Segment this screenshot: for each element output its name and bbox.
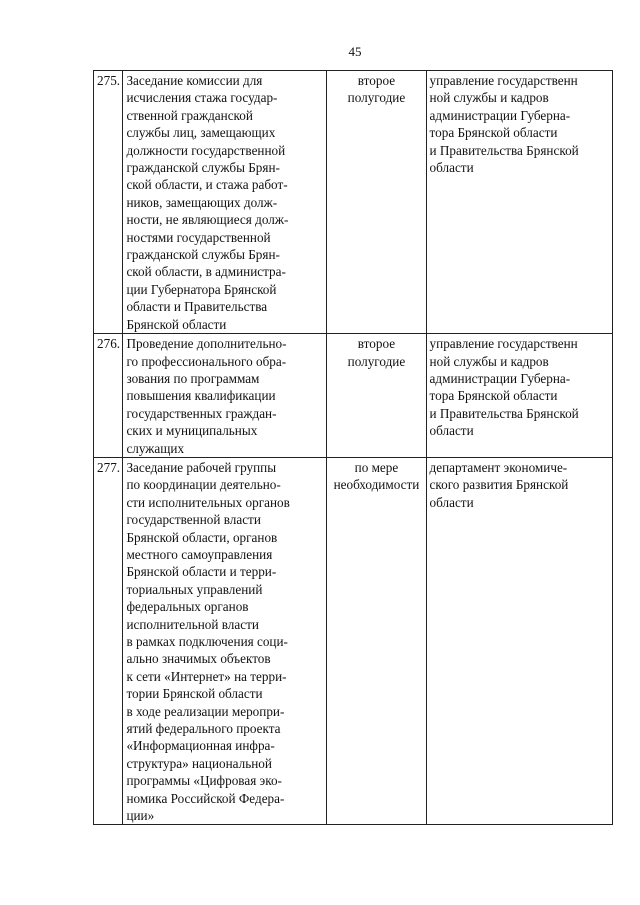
description-line: по координации деятельно- [126, 477, 281, 493]
description-line: государственных граждан- [126, 405, 277, 421]
page-number: 45 [348, 44, 362, 59]
description-line: зования по программам [126, 370, 260, 386]
deadline-line: второе [357, 73, 396, 88]
description-line: служащих [126, 440, 185, 456]
responsible-line: администрации Губерна- [429, 107, 571, 123]
deadline-line: необходимости [333, 477, 420, 493]
description-line: ности, не являющиеся долж- [126, 212, 289, 228]
description-line: ников, замещающих долж- [126, 194, 278, 210]
description-line: структура» национальной [126, 755, 272, 771]
responsible-line: ной службы и кадров [429, 353, 549, 369]
row-number: 277. [94, 457, 123, 825]
description-line: к сети «Интернет» на терри- [126, 668, 287, 684]
responsible-party [426, 457, 612, 825]
plan-table [93, 70, 613, 825]
responsible-line: ной службы и кадров [429, 90, 549, 106]
description-line: тории Брянской области [126, 686, 263, 702]
deadline [327, 334, 426, 458]
description-line: государственной власти [126, 512, 261, 528]
description-line: в ходе реализации меропри- [126, 703, 285, 719]
responsible-line: тора Брянской области [429, 388, 558, 404]
description-line: должности государственной [126, 142, 286, 158]
responsible-line: ского развития Брянской [429, 477, 569, 493]
description-line: повышения квалификации [126, 388, 276, 404]
description-line: ских и муниципальных [126, 423, 258, 439]
activity-description [123, 334, 327, 458]
description-line: области и Правительства [126, 299, 268, 315]
description-line: ции» [126, 808, 155, 824]
description-line: ториальных управлений [126, 581, 263, 597]
deadline [327, 71, 426, 334]
row-number: 276. [94, 334, 123, 458]
description-line: ностями государственной [126, 229, 271, 245]
description-line: исполнительной власти [126, 616, 259, 632]
responsible-party [426, 71, 612, 334]
description-line: ции Губернатора Брянской [126, 281, 277, 297]
responsible-line: области [429, 494, 474, 510]
responsible-line: области [429, 160, 474, 176]
deadline-line: второе [357, 336, 396, 352]
responsible-line: администрации Губерна- [429, 370, 571, 386]
description-line: Проведение дополнительно- [126, 336, 287, 352]
description-line: го профессионального обра- [126, 353, 287, 369]
responsible-line: управление государственн [429, 73, 578, 88]
responsible-line: области [429, 423, 474, 439]
description-line: ственной гражданской [126, 107, 253, 123]
responsible-line: тора Брянской области [429, 125, 558, 141]
deadline-line: полугодие [347, 353, 406, 369]
description-line: гражданской службы Брян- [126, 160, 280, 176]
description-line: ятий федерального проекта [126, 721, 281, 737]
responsible-line: и Правительства Брянской [429, 405, 579, 421]
row-number: 275. [94, 71, 123, 334]
description-line: программы «Цифровая эко- [126, 773, 282, 789]
responsible-line: и Правительства Брянской [429, 142, 579, 158]
description-line: сти исполнительных органов [126, 494, 290, 510]
description-line: Брянской области, органов [126, 529, 278, 545]
description-line: номика Российской Федера- [126, 790, 285, 806]
activity-description [123, 71, 327, 334]
responsible-line: управление государственн [429, 336, 578, 352]
description-line: исчисления стажа государ- [126, 90, 278, 106]
table-row [94, 71, 613, 334]
deadline-line: полугодие [347, 90, 406, 106]
description-line: Заседание комиссии для [126, 73, 263, 88]
activity-description [123, 457, 327, 825]
description-line: гражданской службы Брян- [126, 247, 280, 263]
table-row [94, 457, 613, 825]
description-line: ской области, в администра- [126, 264, 286, 280]
deadline [327, 457, 426, 825]
description-line: службы лиц, замещающих [126, 125, 276, 141]
deadline-line: по мере [354, 459, 399, 475]
table-row [94, 334, 613, 458]
description-line: федеральных органов [126, 599, 249, 615]
description-line: ской области, и стажа работ- [126, 177, 288, 193]
description-line: ально значимых объектов [126, 651, 271, 667]
responsible-line: департамент экономиче- [429, 459, 568, 475]
description-line: Брянской области [126, 316, 227, 332]
description-line: «Информационная инфра- [126, 738, 275, 754]
description-line: местного самоуправления [126, 546, 273, 562]
description-line: Заседание рабочей группы [126, 459, 277, 475]
description-line: в рамках подключения соци- [126, 634, 288, 649]
responsible-party [426, 334, 612, 458]
description-line: Брянской области и терри- [126, 564, 277, 580]
